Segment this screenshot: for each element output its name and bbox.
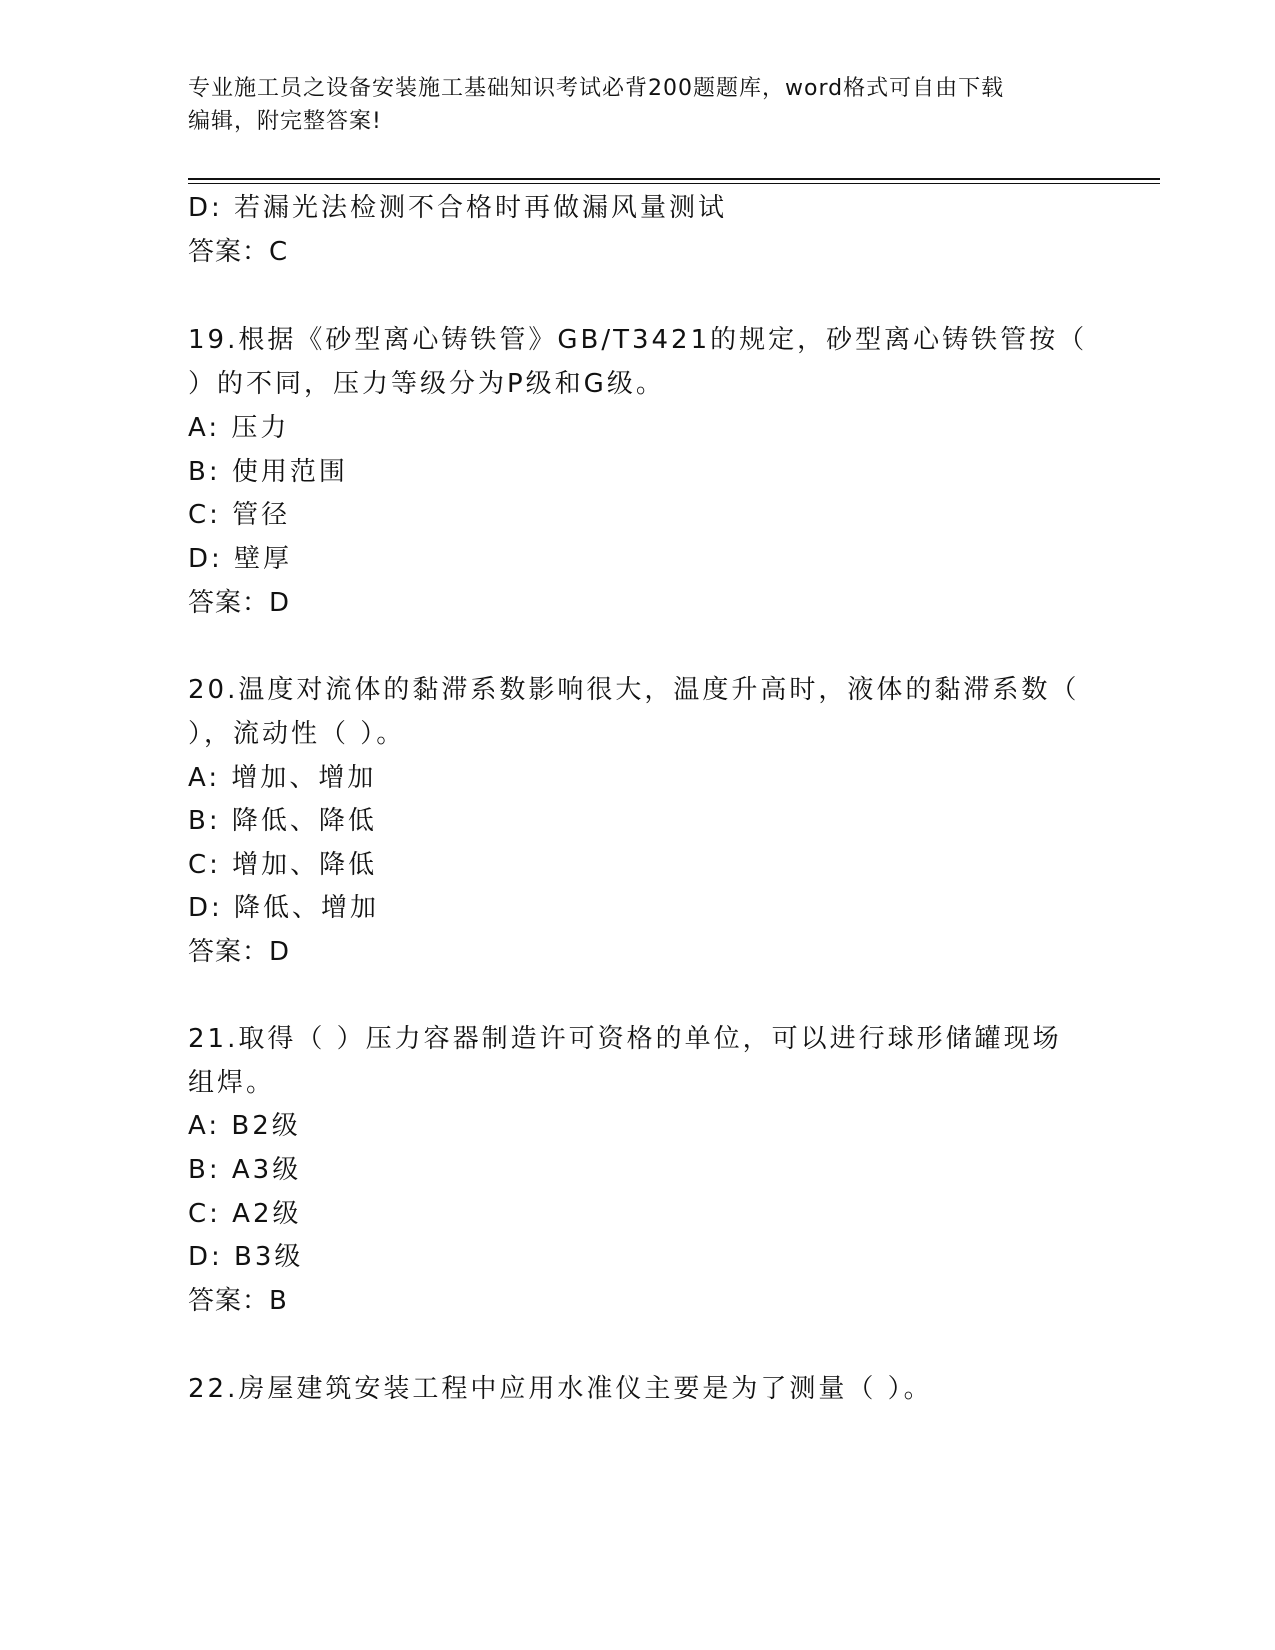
document-header [188,72,1088,138]
q20-option-d: D: 降低、增加 [188,893,380,923]
prev-answer: 答案：C [188,237,289,267]
q19-option-d: D: 壁厚 [188,544,293,574]
header-line-2: 编辑，附完整答案! [188,109,382,134]
q21-option-a: A: B2级 [188,1111,301,1141]
header-divider-thin [188,183,1160,184]
q21-answer: 答案：B [188,1286,288,1316]
q19-stem-line-1: 19.根据《砂型离心铸铁管》GB/T3421的规定，砂型离心铸铁管按（ [188,325,1088,355]
q21-option-c: C: A2级 [188,1199,302,1229]
q19-answer: 答案：D [188,588,291,618]
q19-stem-line-2: ）的不同，压力等级分为P级和G级。 [188,369,665,399]
q20-answer: 答案：D [188,937,291,967]
q19-option-b: B: 使用范围 [188,457,348,487]
q22-stem-line-1: 22.房屋建筑安装工程中应用水准仪主要是为了测量（ ）。 [188,1374,933,1404]
q20-option-b: B: 降低、降低 [188,806,377,836]
header-line-1: 专业施工员之设备安装施工基础知识考试必背200题题库，word格式可自由下载 [188,76,1005,101]
q19-option-a: A: 压力 [188,413,290,443]
q20-stem-line-2: ），流动性（ ）。 [188,719,406,749]
q19-option-c: C: 管径 [188,500,291,530]
q20-option-a: A: 增加、增加 [188,763,377,793]
q21-stem-line-1: 21.取得（ ）压力容器制造许可资格的单位，可以进行球形储罐现场 [188,1024,1062,1054]
q20-stem-line-1: 20.温度对流体的黏滞系数影响很大，温度升高时，液体的黏滞系数（ [188,675,1080,705]
header-divider-thick [188,178,1160,180]
q21-stem-line-2: 组焊。 [188,1068,276,1098]
q20-option-c: C: 增加、降低 [188,850,378,880]
prev-option-d: D: 若漏光法检测不合格时再做漏风量测试 [188,193,728,223]
q21-option-b: B: A3级 [188,1155,302,1185]
q21-option-d: D: B3级 [188,1242,304,1272]
